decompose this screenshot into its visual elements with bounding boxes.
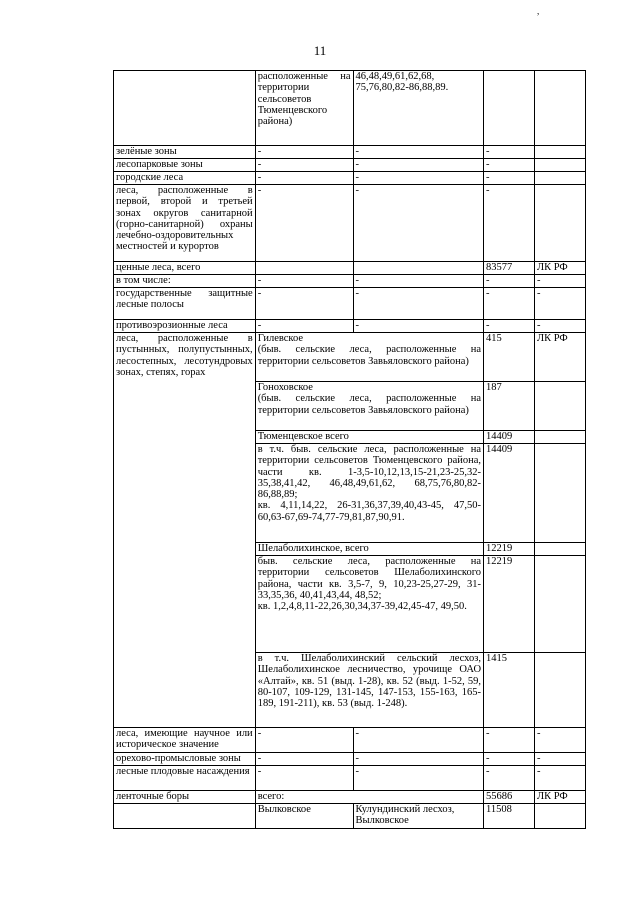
category-cell: леса, имеющие научное или историческое значение <box>114 728 256 753</box>
document-cell: - <box>535 766 586 791</box>
district-cell: - <box>353 172 483 185</box>
table-row <box>114 146 586 159</box>
document-cell: - <box>535 728 586 753</box>
category-cell <box>114 71 256 146</box>
forestry-cell: - <box>255 275 353 288</box>
forestry-cell: - <box>255 288 353 320</box>
document-cell: - <box>535 320 586 333</box>
category-cell: лесопарковые зоны <box>114 159 256 172</box>
district-cell: - <box>353 753 483 766</box>
forestry-cell: - <box>255 146 353 159</box>
area-cell: 11508 <box>484 804 535 829</box>
category-cell: противоэрозионные леса <box>114 320 256 333</box>
area-cell: - <box>484 753 535 766</box>
category-cell <box>114 804 256 829</box>
document-cell: ЛК РФ <box>535 262 586 275</box>
area-cell: 83577 <box>484 262 535 275</box>
area-cell: - <box>484 185 535 262</box>
document-cell: ЛК РФ <box>535 333 586 382</box>
district-cell: Кулундинский лесхоз, Вылковское <box>353 804 483 829</box>
table-row <box>114 791 586 804</box>
forestry-cell: - <box>255 753 353 766</box>
area-cell: 415 <box>484 333 535 382</box>
area-cell: 187 <box>484 382 535 431</box>
forestry-cell <box>255 262 353 275</box>
table-row <box>114 804 586 829</box>
document-cell: - <box>535 275 586 288</box>
district-cell: 46,48,49,61,62,68, 75,76,80,82-86,88,89. <box>353 71 483 146</box>
area-cell: - <box>484 728 535 753</box>
forestry-cell: - <box>255 172 353 185</box>
page-number: 11 <box>313 43 327 58</box>
document-cell <box>535 382 586 431</box>
document-cell: ЛК РФ <box>535 791 586 804</box>
document-cell <box>535 543 586 556</box>
forestry-cell: - <box>255 320 353 333</box>
area-cell: 12219 <box>484 556 535 653</box>
document-cell <box>535 71 586 146</box>
total-label-cell: всего: <box>255 791 483 804</box>
area-cell: - <box>484 275 535 288</box>
category-cell: леса, расположенные в пустынных, полупустынных, лесостепных, лесотундровых зонах, степях, горах <box>114 333 256 728</box>
forest-category-table <box>113 70 586 829</box>
area-cell: 1415 <box>484 653 535 728</box>
document-cell <box>535 172 586 185</box>
document-cell <box>535 159 586 172</box>
forestry-cell: - <box>255 185 353 262</box>
category-cell: государственные защитные лесные полосы <box>114 288 256 320</box>
area-cell: 14409 <box>484 431 535 444</box>
category-cell: зелёные зоны <box>114 146 256 159</box>
table-row <box>114 159 586 172</box>
category-cell: ленточные боры <box>114 791 256 804</box>
district-cell: - <box>353 275 483 288</box>
district-cell: - <box>353 320 483 333</box>
category-cell: ценные леса, всего <box>114 262 256 275</box>
forestry-description-cell: в т.ч. Шелаболихинский сельский лесхоз, Шелаболихинское лесничество, урочище ОАО «Алтай», кв. 51 (выд. 1-28), кв. 52 (выд. 1-52, 59, 80-107, 109-129, 131-145, 147-153, 155-163, 165-189, 191-211), кв. 53 (выд. 1-248). <box>255 653 483 728</box>
district-cell: - <box>353 766 483 791</box>
table-body <box>114 71 586 829</box>
forestry-cell: расположенные на территории сельсоветов Тюменцевского района) <box>255 71 353 146</box>
table-row <box>114 320 586 333</box>
category-cell: орехово-промысловые зоны <box>114 753 256 766</box>
table-row <box>114 172 586 185</box>
table-row <box>114 766 586 791</box>
area-cell: - <box>484 288 535 320</box>
forestry-cell: - <box>255 159 353 172</box>
district-cell: - <box>353 159 483 172</box>
table-row <box>114 185 586 262</box>
area-cell: - <box>484 146 535 159</box>
document-cell <box>535 653 586 728</box>
category-cell: в том числе: <box>114 275 256 288</box>
forestry-description-cell: Шелаболихинское, всего <box>255 543 483 556</box>
forestry-description-cell: Тюменцевское всего <box>255 431 483 444</box>
table-row <box>114 288 586 320</box>
corner-mark: , <box>537 6 540 16</box>
table-row <box>114 728 586 753</box>
district-cell: - <box>353 288 483 320</box>
district-cell <box>353 262 483 275</box>
forestry-description-cell: быв. сельские леса, расположенные на территории сельсоветов Шелаболихинского района, части кв. 3,5-7, 9, 10,23-25,27-29, 31-33,35,36, 40,41,43,44, 48,52; кв. 1,2,4,8,11-22,26,30,34,37-39,42,45-47, 49,50. <box>255 556 483 653</box>
forestry-description-cell: Гилевское (быв. сельские леса, расположенные на территории сельсоветов Завьяловского района) <box>255 333 483 382</box>
document-cell <box>535 431 586 444</box>
area-cell: - <box>484 320 535 333</box>
document-cell <box>535 146 586 159</box>
area-cell: 12219 <box>484 543 535 556</box>
forestry-cell: - <box>255 728 353 753</box>
document-cell <box>535 185 586 262</box>
table-row <box>114 753 586 766</box>
area-cell: - <box>484 159 535 172</box>
district-cell: - <box>353 728 483 753</box>
document-cell: - <box>535 753 586 766</box>
forestry-description-cell: в т.ч. быв. сельские леса, расположенные на территории сельсоветов Тюменцевского района, части кв. 1-3,5-10,12,13,15-21,23-25,32-35,38,41,42, 46,48,49,61,62, 68,75,76,80,82-86,88,89; кв. 4,11,14,22, 26-31,36,37,39,40,43-45, 47,50-60,63-67,69-74,77-79,81,87,90,91. <box>255 444 483 543</box>
district-cell: - <box>353 185 483 262</box>
document-cell <box>535 804 586 829</box>
area-cell: 14409 <box>484 444 535 543</box>
category-cell: леса, расположенные в первой, второй и третьей зонах округов санитарной (горно-санитарной) охраны лечебно-оздоровительных местностей и курортов <box>114 185 256 262</box>
table-row <box>114 333 586 382</box>
category-cell: городские леса <box>114 172 256 185</box>
table-row <box>114 262 586 275</box>
document-cell <box>535 444 586 543</box>
forestry-description-cell: Гоноховское (быв. сельские леса, расположенные на территории сельсоветов Завьяловского района) <box>255 382 483 431</box>
document-cell <box>535 556 586 653</box>
forestry-cell: Вылковское <box>255 804 353 829</box>
district-cell: - <box>353 146 483 159</box>
forestry-cell: - <box>255 766 353 791</box>
area-cell: - <box>484 172 535 185</box>
area-cell: - <box>484 766 535 791</box>
document-cell: - <box>535 288 586 320</box>
table-row <box>114 275 586 288</box>
area-cell: 55686 <box>484 791 535 804</box>
table-row <box>114 71 586 146</box>
category-cell: лесные плодовые насаждения <box>114 766 256 791</box>
area-cell <box>484 71 535 146</box>
